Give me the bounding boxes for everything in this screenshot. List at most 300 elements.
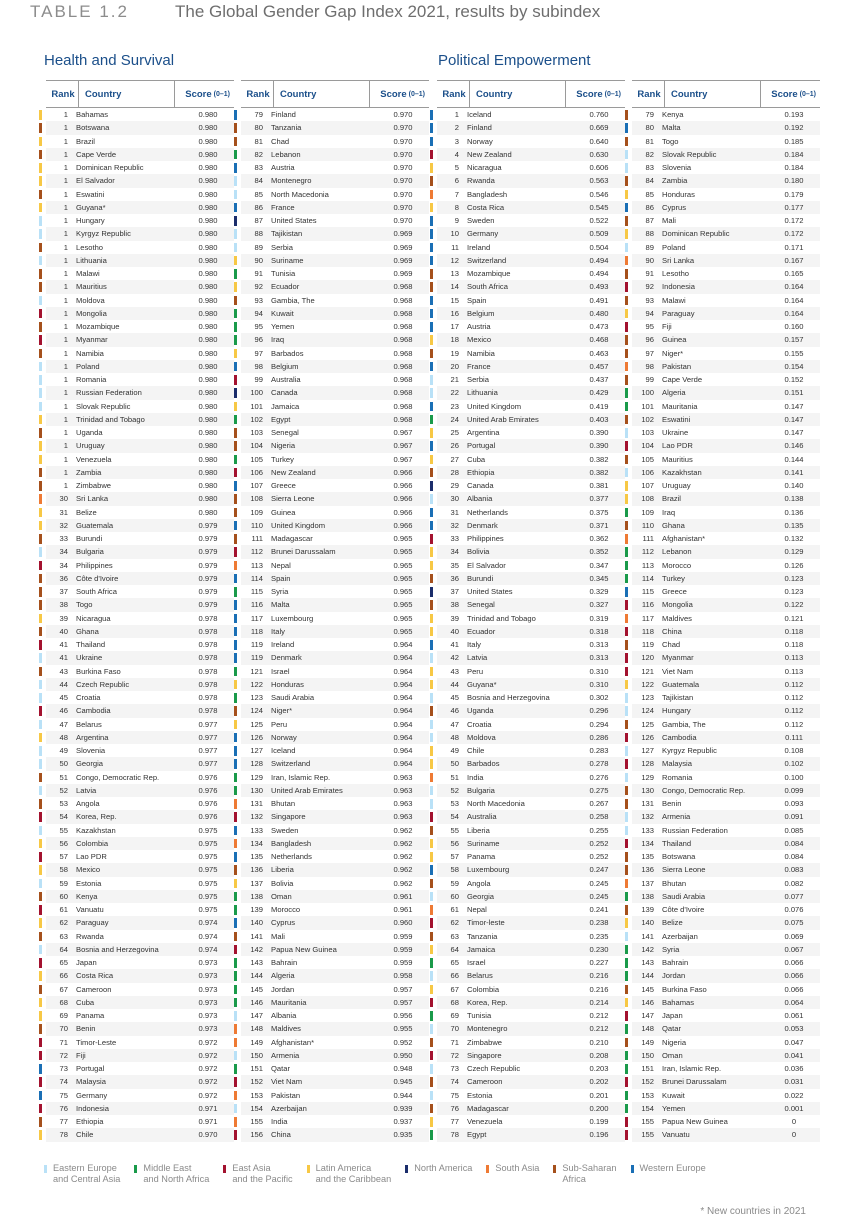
rank-cell: 95 (645, 322, 654, 332)
score-cell: 0.980 (198, 282, 218, 292)
table-row (46, 625, 234, 638)
table-row (46, 771, 234, 784)
table-row (632, 307, 820, 320)
score-cell: 0.118 (784, 640, 804, 650)
legend-swatch-icon (486, 1165, 489, 1173)
country-cell: Italy (271, 626, 285, 636)
country-cell: Tanzania (467, 931, 498, 941)
score-cell: 0.978 (198, 626, 218, 636)
score-cell: 0.979 (198, 587, 218, 597)
legend-swatch-icon (553, 1165, 556, 1173)
region-color-bar (625, 203, 628, 213)
country-cell: Vanuatu (76, 905, 104, 915)
rank-cell: 13 (450, 269, 459, 279)
score-cell: 0.494 (589, 255, 609, 265)
country-cell: Niger* (662, 348, 684, 358)
score-cell: 0.973 (198, 984, 218, 994)
region-color-bar (625, 693, 628, 703)
rank-cell: 90 (254, 255, 263, 265)
score-cell: 0.973 (198, 997, 218, 1007)
rank-cell: 79 (254, 110, 263, 120)
table-row (437, 386, 625, 399)
rank-cell: 122 (641, 679, 654, 689)
country-cell: Guatemala (662, 679, 700, 689)
country-cell: Ghana (662, 520, 685, 530)
rank-header: Rank (246, 88, 270, 100)
rank-cell: 48 (450, 732, 459, 742)
table-row (241, 744, 429, 757)
region-color-bar (234, 137, 237, 147)
table-header (46, 80, 234, 108)
table-row (437, 1128, 625, 1141)
score-cell: 0.084 (784, 838, 804, 848)
score-cell: 0.964 (393, 693, 413, 703)
country-cell: Bahamas (76, 110, 109, 120)
region-color-bar (39, 349, 42, 359)
country-cell: Greece (271, 481, 296, 491)
region-color-bar (625, 481, 628, 491)
rank-cell: 77 (59, 1117, 68, 1127)
legend-item-mena (134, 1163, 209, 1185)
rank-cell: 66 (59, 971, 68, 981)
rank-cell: 89 (254, 242, 263, 252)
rank-cell: 116 (641, 600, 654, 610)
country-cell: Togo (662, 136, 679, 146)
table-row (632, 598, 820, 611)
score-cell: 0.970 (393, 189, 413, 199)
table-row (437, 254, 625, 267)
table-row (632, 863, 820, 876)
table-row (437, 241, 625, 254)
region-color-bar (39, 1130, 42, 1140)
rank-cell: 1 (63, 255, 68, 265)
score-cell: 0.968 (393, 401, 413, 411)
country-cell: Qatar (271, 1064, 290, 1074)
region-color-bar (625, 720, 628, 730)
score-cell: 0.971 (198, 1103, 218, 1113)
region-color-bar (625, 826, 628, 836)
score-cell: 0.031 (784, 1077, 804, 1087)
country-cell: Latvia (467, 653, 488, 663)
table-row (241, 214, 429, 227)
score-cell: 0.437 (589, 375, 609, 385)
country-header: Country (469, 81, 565, 107)
region-color-bar (234, 375, 237, 385)
region-color-bar (234, 759, 237, 769)
table-row (437, 863, 625, 876)
region-color-bar (430, 786, 433, 796)
region-color-bar (39, 918, 42, 928)
rank-cell: 93 (254, 295, 263, 305)
table-row (241, 148, 429, 161)
rank-cell: 81 (254, 136, 263, 146)
rank-cell: 125 (250, 719, 263, 729)
country-cell: Kenya (76, 891, 98, 901)
rank-cell: 38 (450, 600, 459, 610)
region-color-bar (430, 1130, 433, 1140)
table-row (632, 585, 820, 598)
score-cell: 0.965 (393, 560, 413, 570)
region-color-bar (625, 971, 628, 981)
score-cell: 0.245 (589, 891, 609, 901)
table-row (241, 1009, 429, 1022)
table-row (241, 413, 429, 426)
rank-cell: 102 (250, 414, 263, 424)
table-row (437, 771, 625, 784)
region-color-bar (234, 918, 237, 928)
country-cell: El Salvador (76, 176, 115, 186)
region-color-bar (430, 1064, 433, 1074)
score-cell: 0.473 (589, 322, 609, 332)
region-color-bar (430, 905, 433, 915)
rank-cell: 109 (641, 507, 654, 517)
country-cell: Cape Verde (76, 149, 117, 159)
score-cell: 0.155 (784, 348, 804, 358)
table-row (632, 373, 820, 386)
score-cell: 0.172 (784, 229, 804, 239)
region-color-bar (39, 826, 42, 836)
country-cell: Mongolia (76, 308, 107, 318)
table-row (241, 1089, 429, 1102)
country-cell: Japan (76, 958, 97, 968)
region-color-bar (234, 653, 237, 663)
score-cell: 0.203 (589, 1064, 609, 1074)
region-color-bar (234, 402, 237, 412)
region-color-bar (234, 865, 237, 875)
table-row (437, 148, 625, 161)
country-cell: Côte d'Ivoire (76, 573, 119, 583)
section-title-political: Political Empowerment (438, 52, 591, 69)
score-cell: 0.164 (784, 282, 804, 292)
score-cell: 0.064 (784, 997, 804, 1007)
region-color-bar (430, 1051, 433, 1061)
table-row (46, 1009, 234, 1022)
score-cell: 0.199 (589, 1117, 609, 1127)
table-row (46, 1128, 234, 1141)
country-cell: Cyprus (271, 918, 296, 928)
region-color-bar (39, 468, 42, 478)
table-row (632, 612, 820, 625)
region-color-bar (234, 1130, 237, 1140)
rank-cell: 154 (641, 1103, 654, 1113)
country-cell: Malawi (76, 269, 100, 279)
rank-cell: 1 (63, 348, 68, 358)
table-row (632, 691, 820, 704)
rank-cell: 149 (250, 1037, 263, 1047)
score-cell: 0.964 (393, 706, 413, 716)
rank-cell: 140 (250, 918, 263, 928)
region-color-bar (234, 1024, 237, 1034)
score-cell: 0.965 (393, 573, 413, 583)
score-cell: 0.969 (393, 255, 413, 265)
score-cell: 0.965 (393, 613, 413, 623)
country-cell: Colombia (76, 838, 109, 848)
country-cell: North Macedonia (271, 189, 329, 199)
region-color-bar (625, 773, 628, 783)
country-cell: Malawi (662, 295, 686, 305)
country-cell: Iceland (467, 110, 492, 120)
region-color-bar (625, 256, 628, 266)
country-cell: Luxembourg (467, 865, 510, 875)
rank-cell: 129 (641, 772, 654, 782)
table-row (437, 850, 625, 863)
region-color-bar (39, 879, 42, 889)
region-color-bar (234, 839, 237, 849)
table-row (241, 280, 429, 293)
country-cell: Benin (662, 799, 682, 809)
table-row (46, 466, 234, 479)
rank-cell: 92 (254, 282, 263, 292)
region-color-bar (39, 865, 42, 875)
table-row (46, 930, 234, 943)
region-color-bar (39, 296, 42, 306)
score-cell: 0.980 (198, 401, 218, 411)
score-cell: 0.972 (198, 1064, 218, 1074)
score-cell: 0.172 (784, 216, 804, 226)
score-cell: 0.972 (198, 1090, 218, 1100)
country-cell: Kyrgyz Republic (76, 229, 131, 239)
country-cell: Albania (271, 1011, 297, 1021)
legend-item-sa (486, 1163, 539, 1185)
table-row (46, 161, 234, 174)
table-row (632, 519, 820, 532)
rank-cell: 57 (450, 852, 459, 862)
region-color-bar (39, 508, 42, 518)
country-cell: Canada (467, 481, 494, 491)
rank-cell: 92 (645, 282, 654, 292)
region-color-bar (234, 362, 237, 372)
rank-cell: 98 (254, 361, 263, 371)
table-row (241, 519, 429, 532)
table-row (437, 930, 625, 943)
rank-cell: 149 (641, 1037, 654, 1047)
score-cell: 0.202 (589, 1077, 609, 1087)
country-cell: Dominican Republic (662, 229, 730, 239)
table-row (632, 360, 820, 373)
score-cell: 0.970 (393, 149, 413, 159)
table-row (46, 810, 234, 823)
region-color-bar (234, 494, 237, 504)
region-color-bar (39, 587, 42, 597)
country-cell: Singapore (467, 1050, 502, 1060)
rank-cell: 74 (59, 1077, 68, 1087)
score-cell: 0.154 (784, 361, 804, 371)
country-cell: Kenya (662, 110, 684, 120)
region-color-bar (625, 402, 628, 412)
region-color-bar (39, 229, 42, 239)
rank-cell: 112 (641, 547, 654, 557)
rank-cell: 145 (641, 984, 654, 994)
table-row (241, 559, 429, 572)
country-cell: Indonesia (76, 1103, 109, 1113)
country-cell: Sierra Leone (271, 494, 315, 504)
score-cell: 0.980 (198, 375, 218, 385)
score-cell: 0.100 (784, 772, 804, 782)
country-cell: Lebanon (662, 547, 692, 557)
rank-cell: 137 (250, 878, 263, 888)
region-color-bar (430, 561, 433, 571)
rank-cell: 24 (450, 414, 459, 424)
country-cell: Maldives (271, 1024, 301, 1034)
rank-cell: 83 (645, 163, 654, 173)
region-color-bar (39, 720, 42, 730)
score-cell: 0 (791, 1117, 797, 1127)
score-cell: 0.966 (393, 467, 413, 477)
rank-cell: 41 (450, 640, 459, 650)
rank-cell: 123 (250, 693, 263, 703)
table-row (241, 916, 429, 929)
country-cell: Dominican Republic (76, 163, 144, 173)
table-row (46, 744, 234, 757)
region-color-bar (430, 441, 433, 451)
score-cell: 0.968 (393, 295, 413, 305)
table-row (46, 506, 234, 519)
score-cell: 0.347 (589, 560, 609, 570)
score-cell: 0.980 (198, 414, 218, 424)
region-color-bar (430, 746, 433, 756)
rank-cell: 110 (641, 520, 654, 530)
country-cell: New Zealand (271, 467, 316, 477)
score-cell: 0.980 (198, 255, 218, 265)
score-header: Score (0–1) (369, 81, 429, 107)
score-cell: 0.962 (393, 825, 413, 835)
country-cell: Iraq (271, 335, 285, 345)
rank-cell: 135 (641, 852, 654, 862)
country-cell: Russian Federation (662, 825, 728, 835)
rank-cell: 3 (454, 136, 459, 146)
score-cell: 0.132 (784, 534, 804, 544)
rank-cell: 1 (63, 414, 68, 424)
region-color-bar (430, 296, 433, 306)
table-row (241, 983, 429, 996)
score-cell: 0.970 (393, 202, 413, 212)
legend-item-ssa (553, 1163, 616, 1185)
score-cell: 0.275 (589, 785, 609, 795)
region-color-bar (625, 706, 628, 716)
table-row (46, 439, 234, 452)
country-cell: Tajikistan (271, 229, 303, 239)
region-color-bar (625, 1064, 628, 1074)
legend-label: Eastern Europe and Central Asia (53, 1163, 121, 1184)
rank-cell: 133 (641, 825, 654, 835)
table-row (437, 665, 625, 678)
region-color-bar (39, 362, 42, 372)
region-color-bar (234, 627, 237, 637)
region-color-bar (430, 415, 433, 425)
table-row (241, 479, 429, 492)
table-row (46, 241, 234, 254)
table-row (437, 890, 625, 903)
country-cell: Mexico (76, 865, 101, 875)
region-color-bar (234, 335, 237, 345)
score-cell: 0.066 (784, 984, 804, 994)
score-cell: 0.973 (198, 971, 218, 981)
table-row (437, 996, 625, 1009)
region-color-bar (430, 918, 433, 928)
region-color-bar (430, 190, 433, 200)
rank-cell: 84 (254, 176, 263, 186)
region-color-bar (39, 600, 42, 610)
score-cell: 0.952 (393, 1037, 413, 1047)
rank-cell: 76 (59, 1103, 68, 1113)
country-cell: China (662, 626, 682, 636)
rank-cell: 57 (59, 852, 68, 862)
score-cell: 0.123 (784, 587, 804, 597)
region-color-bar (39, 839, 42, 849)
rank-cell: 106 (641, 467, 654, 477)
region-color-bar (39, 1104, 42, 1114)
table-row (632, 1075, 820, 1088)
rank-cell: 75 (450, 1090, 459, 1100)
score-cell: 0.964 (393, 640, 413, 650)
rank-cell: 121 (641, 666, 654, 676)
country-cell: Mozambique (467, 269, 511, 279)
region-color-bar (430, 375, 433, 385)
table-row (46, 1049, 234, 1062)
score-cell: 0.963 (393, 772, 413, 782)
region-color-bar (625, 587, 628, 597)
table-row (46, 678, 234, 691)
table-row (241, 731, 429, 744)
rank-cell: 41 (59, 653, 68, 663)
table-row (632, 678, 820, 691)
country-cell: Jordan (662, 971, 686, 981)
score-cell: 0.969 (393, 242, 413, 252)
rank-cell: 100 (641, 388, 654, 398)
score-cell: 0.980 (198, 295, 218, 305)
country-cell: Israel (271, 666, 290, 676)
rank-cell: 33 (450, 534, 459, 544)
score-cell: 0.180 (784, 176, 804, 186)
table-row (241, 254, 429, 267)
rank-cell: 72 (450, 1050, 459, 1060)
region-color-bar (39, 958, 42, 968)
table-row (632, 744, 820, 757)
country-cell: Kazakhstan (76, 825, 116, 835)
score-cell: 0.972 (198, 1050, 218, 1060)
rank-cell: 69 (59, 1011, 68, 1021)
country-cell: Azerbaijan (271, 1103, 307, 1113)
region-color-bar (430, 865, 433, 875)
country-cell: Yemen (662, 1103, 686, 1113)
country-cell: Vanuatu (662, 1130, 690, 1140)
region-color-bar (234, 1091, 237, 1101)
region-color-bar (39, 1024, 42, 1034)
country-cell: Georgia (76, 759, 104, 769)
region-color-bar (39, 203, 42, 213)
rank-cell: 4 (454, 149, 459, 159)
rank-cell: 96 (254, 335, 263, 345)
rank-cell: 150 (250, 1050, 263, 1060)
rank-cell: 2 (454, 123, 459, 133)
region-color-bar (430, 282, 433, 292)
rank-cell: 74 (450, 1077, 459, 1087)
region-color-bar (625, 918, 628, 928)
rank-cell: 87 (254, 216, 263, 226)
rank-cell: 31 (59, 507, 68, 517)
region-color-bar (39, 1038, 42, 1048)
rank-cell: 1 (63, 428, 68, 438)
table-row (437, 585, 625, 598)
country-cell: Bolivia (467, 547, 490, 557)
region-color-bar (430, 256, 433, 266)
table-row (632, 227, 820, 240)
score-cell: 0.976 (198, 785, 218, 795)
region-color-bar (625, 362, 628, 372)
region-color-bar (234, 1051, 237, 1061)
rank-cell: 151 (641, 1064, 654, 1074)
rank-cell: 30 (450, 494, 459, 504)
